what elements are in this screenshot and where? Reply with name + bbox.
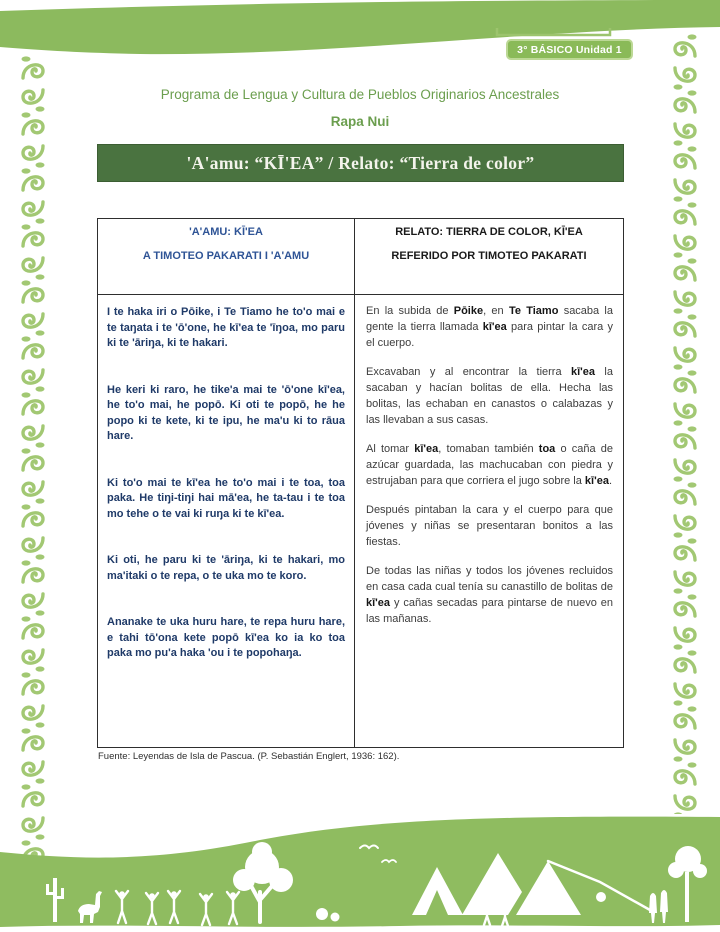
program-title: Programa de Lengua y Cultura de Pueblos Originarios Ancestrales [160,87,560,102]
spanish-header-title: RELATO: TIERRA DE COLOR, KĪ'EA [395,226,583,238]
spanish-header-subtitle: REFERIDO POR TIMOTEO PAKARATI [391,250,587,262]
rapanui-paragraph: Ki to'o mai te kī'ea he to'o mai i te toa, toa paka. He tiŋi-tiŋi hai mā'ea, he ta-tau i te toa mo tehe o te vai ki ruŋa ki te kī'ea. [107,476,345,520]
story-table [97,218,624,748]
rapanui-header [98,219,355,294]
left-koru-border [18,56,48,858]
rapanui-paragraph: I te haka iri o Pōike, i Te Tiamo he to'o mai e te taŋata i te 'ō'one, he kī'ea te 'īŋoa, mo paru ki te 'āriŋa, ki te hakari. [107,306,345,349]
unit-badge: 3° BÁSICO Unidad 1 [506,39,633,60]
bottom-landscape-decoration [0,810,720,932]
rapanui-paragraphs [98,295,355,747]
story-title-bar: 'A'amu: “KĪ'EA” / Relato: “Tierra de color” [97,144,624,182]
spanish-paragraph: Después pintaban la cara y el cuerpo para que jóvenes y niñas se presentaran bonitos a las fiestas. [366,504,613,548]
rapanui-paragraph: Ananake te uka huru hare, te repa huru hare, e tahi tō'ona kete popō kī'ea ko ia ko toa paka mo pu'a haka 'ou i te popohaŋa. [107,616,345,659]
spanish-paragraphs [355,295,623,747]
rapanui-paragraph: Ki oti, he paru ki te 'āriŋa, ki te hakari, mo ma'itaki o te repa, o te uka mo te koro. [107,554,345,582]
spanish-paragraph: Al tomar kī'ea, tomaban también toa o caña de azúcar guardada, las machucaban con piedra y estrujaban para que corriera el jugo sobre la kī'ea. [366,443,614,487]
language-title: Rapa Nui [330,114,390,129]
table-body-row [98,295,623,747]
spanish-paragraph: En la subida de Pōike, en Te Tiamo sacaba la gente la tierra llamada kī'ea para pintar la cara y el cuerpo. [366,305,613,349]
rapanui-header-title: 'A'AMU: KĪ'EA [189,226,263,238]
spanish-paragraph: Excavaban y al encontrar la tierra kī'ea la sacaban y hacían bolitas de ella. Hecha las bolitas, las echaban en canastos o calabazas y las llevaban a sus casas. [366,366,613,426]
right-koru-border [670,34,700,814]
source-note: Fuente: Leyendas de Isla de Pascua. (P. Sebastián Englert, 1936: 162). [98,751,400,762]
rapanui-paragraph: He keri ki raro, he tike'a mai te 'ō'one kī'ea, he to'o mai, he popō. Ki oti te popō, he he popo ki te kete, ki te ipu, he ma'u ki to rāua hare. [107,383,345,442]
rapanui-header-subtitle: A TIMOTEO PAKARATI I 'A'AMU [142,250,310,262]
spanish-paragraph: De todas las niñas y todos los jóvenes recluidos en casa cada cual tenía su canastillo de bolitas de kī'ea y cañas secadas para pintarse de nuevo en las mañanas. [366,565,613,625]
spanish-header [355,219,623,294]
table-header-row [98,219,623,295]
